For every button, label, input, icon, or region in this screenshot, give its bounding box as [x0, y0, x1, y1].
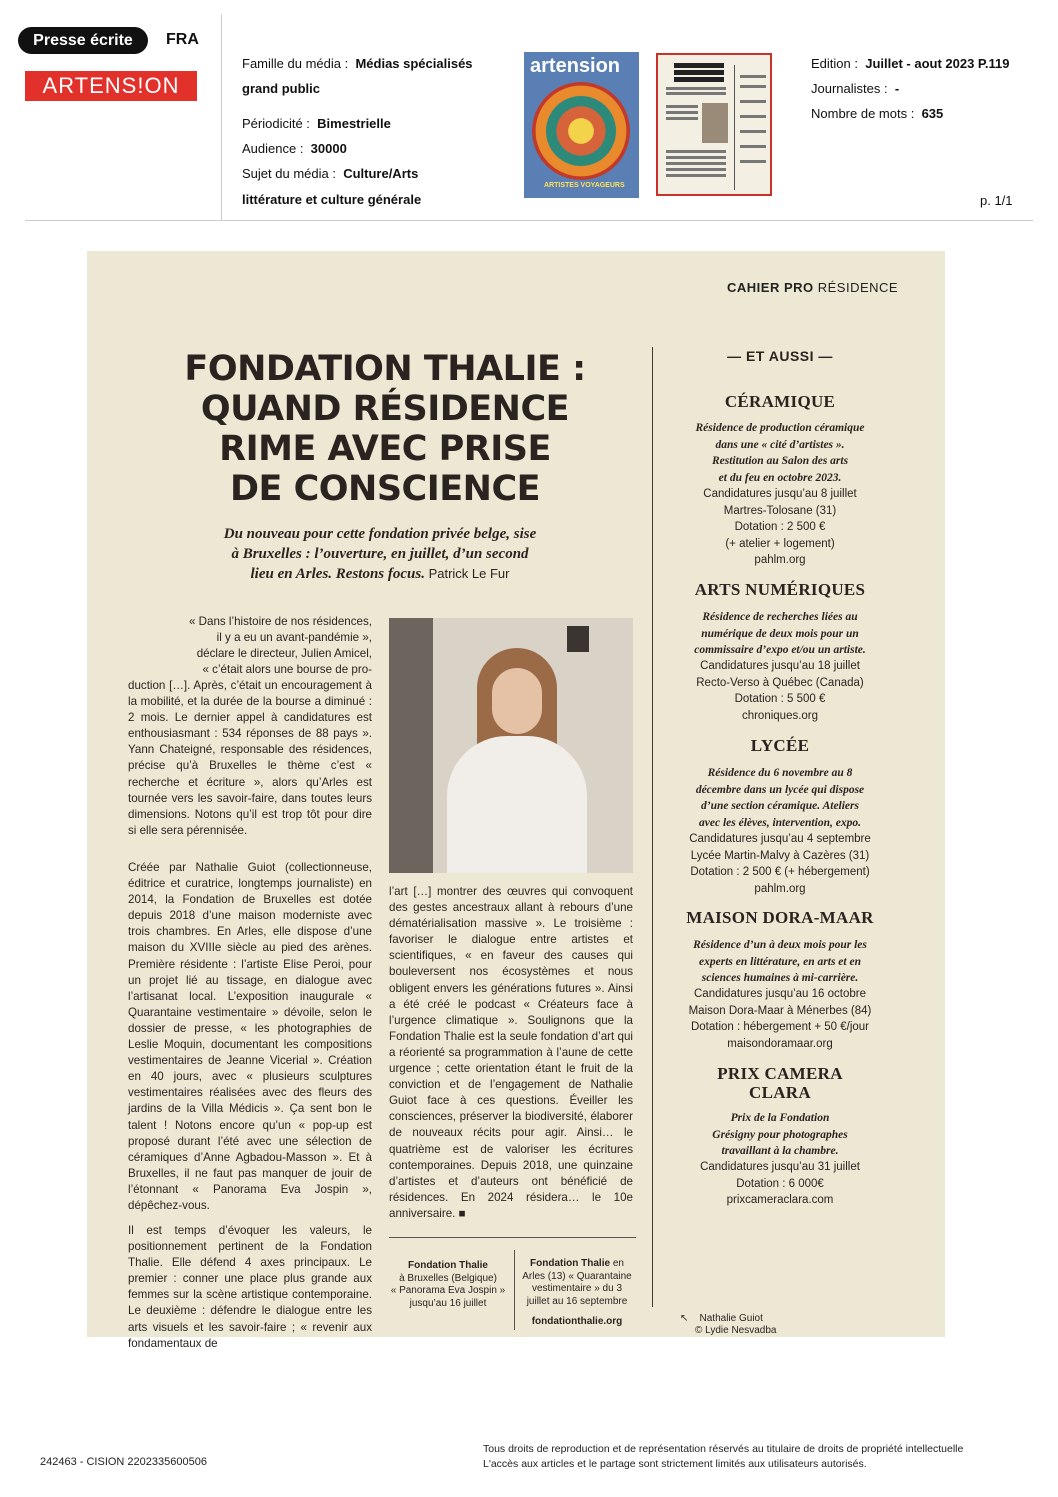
info-box-bruxelles: Fondation Thalie à Bruxelles (Belgique) « Panorama Eva Jospin » jusqu’au 16 juillet: [390, 1260, 506, 1309]
article-intro-short-lines: « Dans l’histoire de nos résidences, il y a eu un avant-pandémie », déclare le directeur, Julien Amicel, « c’était alors une bourse de pro-: [188, 615, 372, 677]
article-author: Patrick Le Fur: [424, 566, 510, 581]
meta-famille-cont: grand public: [242, 81, 320, 96]
sidebar-item-arts-numeriques-desc: Résidence de recherches liées au numérique de deux mois pour un commissaire d’expo et/ou un artiste.: [694, 611, 866, 656]
sidebar-item-ceramique-details: Candidatures jusqu’au 8 juillet Martres-Tolosane (31) Dotation : 2 500 € (+ atelier + logement) pahlm.org: [703, 488, 857, 566]
meta-journalistes: Journalistes : -: [811, 81, 900, 96]
article-paragraph-3: Il est temps d’évoquer les valeurs, le positionnement pertinent de la Fondation Thalie. Elle défend 4 axes principaux. Le premier : conner une place plus grande aux femmes sur la scène artistique contemporaine. Le deuxième : défendre le dialogue entre les arts visuels et les savoir-faire ; « revenir aux fondamentaux de: [128, 1224, 372, 1350]
meta-edition: Edition : Juillet - aout 2023 P.119: [811, 56, 1010, 71]
publication-logo: ARTENS!ON: [25, 71, 197, 101]
meta-sujet: Sujet du média : Culture/Arts: [242, 166, 419, 181]
photo-caption: ↖ Nathalie Guiot © Lydie Nesvadba: [680, 1313, 777, 1336]
article-paragraph-1: duction […]. Après, c’était un encouragement à la mobilité, et la durée de la bourse a diminué : 2 mois. Le dernier appel à candidatures est enthousiasmant : 534 réponses de 88 pays ». Yann Chateigné, responsable des résidences, précise qu’à Bruxelles le thème c’est « recherche et écriture », alors qu’Arles est tournée vers les savoir-faire, dans toutes leurs dimensions. Notons qu’il est trop tôt pour dire si elle sera pérennisée.: [128, 679, 372, 837]
portrait-photo: [389, 618, 633, 873]
sidebar-item-dora-maar-details: Candidatures jusqu’au 16 octobre Maison Dora-Maar à Ménerbes (84) Dotation : hébergement + 50 €/jour maisondoramaar.org: [688, 988, 872, 1050]
sidebar-item-dora-maar-title: MAISON DORA-MAAR: [686, 908, 874, 927]
info-box-arles: Fondation Thalie en Arles (13) « Quarantaine vestimentaire » du 3 juillet au 16 septembre fondationthalie.org: [522, 1258, 632, 1327]
meta-periodicite: Périodicité : Bimestrielle: [242, 116, 391, 131]
cover-subtitle: ARTISTES VOYAGEURS: [544, 182, 625, 189]
magazine-cover-image: [524, 52, 639, 198]
article-title: FONDATION THALIE : QUAND RÉSIDENCE RIME AVEC PRISE DE CONSCIENCE: [184, 349, 586, 509]
column-rule: [652, 347, 653, 1307]
sidebar-item-arts-numeriques-title: ARTS NUMÉRIQUES: [694, 580, 866, 599]
info-box-divider: [514, 1250, 515, 1330]
article-page-thumbnail: [656, 53, 772, 196]
sidebar-item-camera-clara-desc: Prix de la Fondation Grésigny pour photographes travaillant à la chambre.: [712, 1112, 848, 1157]
header-divider-horizontal: [25, 220, 1033, 221]
fondation-url: fondationthalie.org: [531, 1316, 623, 1327]
sidebar-item-ceramique-desc: Résidence de production céramique dans une « cité d’artistes ». Restitution au Salon des arts et du feu en octobre 2023.: [695, 422, 865, 484]
sidebar-item-lycee-details: Candidatures jusqu’au 4 septembre Lycée Martin-Malvy à Cazères (31) Dotation : 2 500 € (+ hébergement) pahlm.org: [689, 833, 871, 895]
media-type-badge: Presse écrite: [18, 27, 148, 54]
sidebar-item-lycee-desc: Résidence du 6 novembre au 8 décembre dans un lycée qui dispose d’une section céramique. Ateliers avec les élèves, intervention, expo.: [695, 767, 865, 829]
section-label: CAHIER PRO RÉSIDENCE: [727, 280, 899, 295]
rights-notice-1: Tous droits de reproduction et de représentation réservés au titulaire de droits de propriété intellectuelle: [483, 1443, 964, 1455]
cover-masthead: artension: [530, 55, 621, 77]
page-number: p. 1/1: [980, 193, 1013, 208]
sidebar-item-lycee-title: LYCÉE: [750, 736, 810, 755]
cision-id: 242463 - CISION 2202335600506: [40, 1456, 207, 1468]
arrow-up-left-icon: ↖: [680, 1313, 689, 1324]
article-paragraph-2: Créée par Nathalie Guiot (collectionneuse, éditrice et curatrice, longtemps journaliste) en 2014, la Fondation de Bruxelles est dotée depuis 2018 d’une maison moderniste avec trois chambres. En Arles, elle dispose d’une maison du XVIIIe siècle au pied des arènes. Première résidente : l’artiste Elise Peroi, pour un projet lié au tissage, en dialogue avec l’artisanat local. L’exposition inaugurale « Quarantaine vestimentaire » dévoile, selon le dossier de presse, « les photographies de Leslie Moquin, documentant les compositions vestimentaires de Jeanne Vicerial ». Création en 40 jours, avec « plusieurs sculptures vestimentaires réalisées avec des fleurs des jardins de la Villa Médicis ». Ça sent bon le talent ! Notons encore qu’un « pop-up est proposé durant l’été avec une sélection de céramiques d’Anne Agbadou-Masson ». Et à Bruxelles, il ne faut pas manquer de jouir de l’étonnant « Panorama Eva Jospin », dépêchez-vous.: [128, 861, 372, 1212]
meta-sujet-cont: littérature et culture générale: [242, 192, 422, 207]
rights-notice-2: L'accès aux articles et le partage sont strictement limités aux utilisateurs autorisés.: [483, 1458, 867, 1470]
article-standfirst: Du nouveau pour cette fondation privée belge, sise à Bruxelles : l’ouverture, en juillet, d’un second lieu en Arles. Restons focus. Patrick Le Fur: [223, 526, 537, 582]
meta-audience: Audience : 30000: [242, 141, 347, 156]
sidebar-item-camera-clara-title: PRIX CAMERA CLARA: [717, 1064, 843, 1102]
meta-nombre-mots: Nombre de mots : 635: [811, 106, 944, 121]
sidebar-item-ceramique-title: CÉRAMIQUE: [724, 392, 836, 411]
sidebar-item-dora-maar-desc: Résidence d’un à deux mois pour les experts en littérature, en arts et en sciences humaines à mi-carrière.: [693, 939, 867, 984]
info-box-rule: [389, 1237, 636, 1238]
sidebar-item-arts-numeriques-details: Candidatures jusqu’au 18 juillet Recto-Verso à Québec (Canada) Dotation : 5 500 € chroniques.org: [696, 660, 864, 722]
article-paragraph-4: l’art […] montrer des œuvres qui convoquent des gestes ancestraux allant à rebours d’une dématérialisation massive ». Le troisième : favoriser le dialogue entre artistes et scientifiques, « en faveur des causes qui bouleversent nos écosystèmes et nous obligent envers les générations futures ». Ainsi a été créé le podcast « Créateurs face à l’urgence climatique ». Soulignons que la Fondation Thalie est la seule fondation d’art qui a réorienté sa programmation à l’aune de cette urgence ; cette orientation étant le fruit de la conviction et de l’engagement de Nathalie Guiot face à ces questions. Éveiller les consciences, préserver la biodiversité, élaborer de nouveaux récits pour agir. Ainsi… le quatrième est de valoriser les écritures contemporaines. Depuis 2018, une quinzaine d’artistes et d’auteurs ont bénéficié de résidences. En 2024 résidera… le 10e anniversaire. ■: [389, 885, 633, 1220]
cover-artwork: [532, 82, 630, 180]
country-code: FRA: [166, 31, 199, 48]
sidebar-item-camera-clara-details: Candidatures jusqu’au 31 juillet Dotation : 6 000€ prixcameraclara.com: [700, 1161, 860, 1206]
sidebar-heading: — ET AUSSI —: [727, 348, 833, 364]
header-divider-vertical: [221, 14, 222, 220]
meta-famille: Famille du média : Médias spécialisés: [242, 56, 473, 71]
